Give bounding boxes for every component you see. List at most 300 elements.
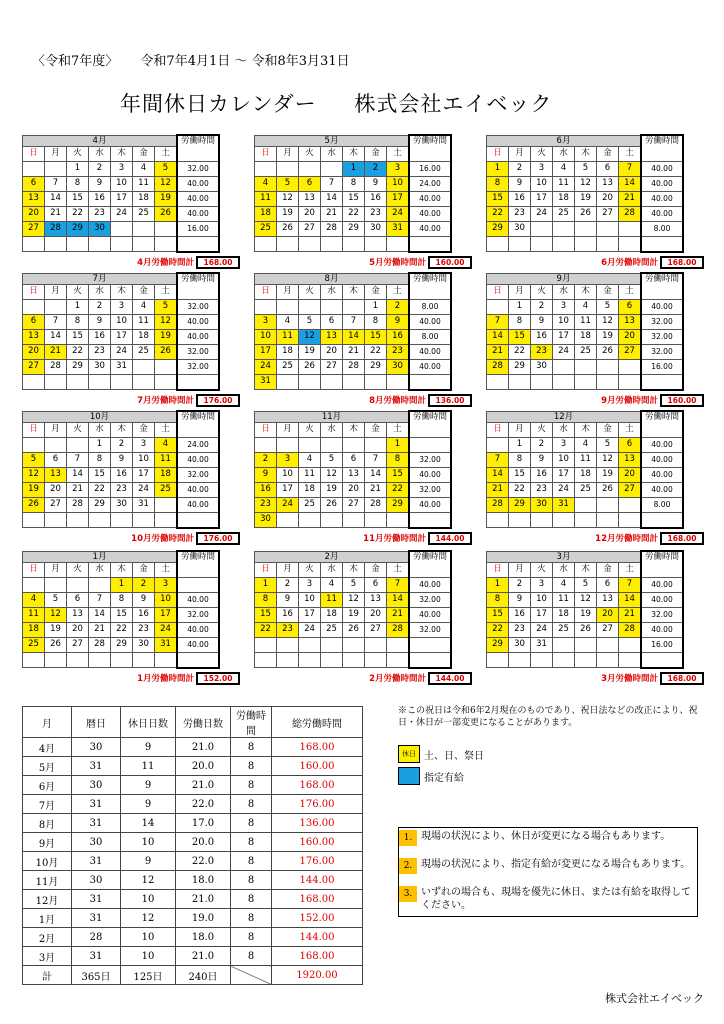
weekday-label: 木 [343, 562, 365, 577]
summary-cell: 30 [72, 833, 121, 852]
day-cell: 21 [487, 482, 509, 497]
day-cell: 9 [89, 314, 111, 329]
month-total-label: 6月労働時間計 [601, 258, 658, 268]
summary-cell: 8月 [23, 814, 72, 833]
empty-cell [111, 512, 133, 528]
summary-cell: 9月 [23, 833, 72, 852]
week-row [23, 374, 220, 390]
day-cell: 4 [321, 577, 343, 592]
day-cell: 10 [277, 467, 299, 482]
notes-box [398, 827, 698, 917]
day-cell: 14 [45, 191, 67, 206]
summary-cell: 176.00 [272, 795, 363, 814]
week-hours [409, 652, 451, 668]
summary-total-cell: 125日 [121, 966, 176, 985]
empty-cell [597, 637, 619, 652]
summary-cell: 21.0 [176, 890, 231, 909]
weekday-label: 木 [575, 562, 597, 577]
day-cell: 17 [299, 607, 321, 622]
empty-cell [553, 374, 575, 390]
week-hours: 40.00 [641, 161, 683, 176]
weekday-label: 木 [343, 146, 365, 161]
day-cell: 19 [321, 482, 343, 497]
summary-cell: 10 [121, 947, 176, 966]
day-cell: 22 [111, 622, 133, 637]
week-hours: 32.00 [177, 359, 219, 374]
day-cell: 4 [575, 437, 597, 452]
day-cell: 23 [531, 344, 553, 359]
day-cell: 26 [155, 206, 178, 221]
week-row [255, 622, 452, 637]
week-hours: 16.00 [177, 221, 219, 236]
day-cell: 1 [67, 299, 89, 314]
day-cell: 5 [597, 299, 619, 314]
weekday-label: 金 [597, 562, 619, 577]
day-cell: 30 [387, 359, 410, 374]
day-cell: 6 [343, 452, 365, 467]
day-cell: 13 [23, 191, 45, 206]
summary-cell: 12 [121, 909, 176, 928]
day-cell: 22 [255, 622, 277, 637]
summary-cell: 8 [231, 871, 272, 890]
month-name-row [23, 135, 220, 146]
day-cell: 24 [553, 344, 575, 359]
day-cell: 11 [255, 191, 277, 206]
day-cell: 14 [321, 191, 343, 206]
weekday-label: 火 [531, 562, 553, 577]
week-hours: 40.00 [409, 467, 451, 482]
weekday-label: 水 [89, 146, 111, 161]
day-cell: 29 [509, 359, 531, 374]
day-cell: 28 [487, 497, 509, 512]
day-cell: 28 [365, 497, 387, 512]
day-cell: 26 [45, 637, 67, 652]
month-total-value: 168.00 [660, 672, 704, 685]
day-cell: 9 [531, 452, 553, 467]
day-cell: 2 [509, 161, 531, 176]
weekday-label: 金 [133, 562, 155, 577]
week-hours: 40.00 [409, 607, 451, 622]
summary-cell: 168.00 [272, 738, 363, 757]
summary-cell: 4月 [23, 738, 72, 757]
week-row [487, 592, 684, 607]
weekday-label: 土 [387, 562, 410, 577]
week-hours: 40.00 [409, 206, 451, 221]
day-cell: 3 [155, 577, 178, 592]
empty-cell [45, 161, 67, 176]
empty-cell [509, 512, 531, 528]
week-hours: 32.00 [177, 161, 219, 176]
day-cell: 22 [365, 344, 387, 359]
weekday-label: 水 [89, 422, 111, 437]
week-hours: 8.00 [409, 299, 451, 314]
month-name-row [255, 551, 452, 562]
hours-header: 労働時間 [177, 411, 219, 437]
day-cell: 12 [23, 467, 45, 482]
day-cell: 10 [111, 314, 133, 329]
day-cell: 14 [67, 467, 89, 482]
day-cell: 11 [155, 452, 178, 467]
holiday-swatch: 休日 [398, 745, 420, 763]
day-cell: 14 [487, 467, 509, 482]
empty-cell [487, 374, 509, 390]
empty-cell [575, 512, 597, 528]
day-cell: 24 [133, 482, 155, 497]
empty-cell [23, 652, 45, 668]
month-total-label: 1月労働時間計 [137, 674, 194, 684]
weekday-label: 水 [89, 562, 111, 577]
day-cell: 5 [155, 161, 178, 176]
day-cell: 30 [89, 221, 111, 236]
week-row [23, 176, 220, 191]
summary-cell: 8 [231, 852, 272, 871]
day-cell: 20 [365, 607, 387, 622]
summary-cell: 31 [72, 890, 121, 909]
day-cell: 12 [155, 314, 178, 329]
weekday-label: 土 [155, 146, 178, 161]
summary-row [23, 833, 363, 852]
hours-header: 労働時間 [177, 273, 219, 299]
day-cell: 20 [299, 206, 321, 221]
weekday-label: 木 [343, 422, 365, 437]
day-cell: 21 [619, 191, 642, 206]
day-cell: 25 [553, 206, 575, 221]
weekday-label: 金 [133, 146, 155, 161]
month-total [137, 672, 240, 685]
empty-cell [255, 236, 277, 252]
day-cell: 4 [133, 161, 155, 176]
day-cell: 28 [89, 637, 111, 652]
day-cell: 13 [365, 592, 387, 607]
day-cell: 6 [619, 299, 642, 314]
weekday-label: 土 [619, 562, 642, 577]
week-row [487, 206, 684, 221]
month-name: 11月 [255, 411, 410, 422]
week-row [255, 577, 452, 592]
day-cell: 1 [509, 437, 531, 452]
week-hours: 40.00 [641, 206, 683, 221]
day-cell: 14 [487, 329, 509, 344]
month-total-label: 3月労働時間計 [601, 674, 658, 684]
empty-cell [23, 577, 45, 592]
empty-cell [553, 359, 575, 374]
day-cell: 26 [575, 206, 597, 221]
summary-cell: 10月 [23, 852, 72, 871]
month-name: 8月 [255, 273, 410, 284]
day-cell: 8 [111, 592, 133, 607]
day-cell: 24 [531, 206, 553, 221]
month-total [601, 256, 704, 269]
weekday-label: 日 [255, 422, 277, 437]
summary-cell: 21.0 [176, 776, 231, 795]
week-row [255, 236, 452, 252]
summary-cell: 31 [72, 947, 121, 966]
weekday-label: 月 [509, 284, 531, 299]
month-total-value: 168.00 [196, 256, 240, 269]
day-cell: 31 [255, 374, 277, 390]
page-title [120, 88, 582, 118]
empty-cell [23, 236, 45, 252]
summary-cell: 31 [72, 757, 121, 776]
day-cell: 18 [575, 329, 597, 344]
day-cell: 18 [553, 607, 575, 622]
week-row [487, 236, 684, 252]
weekday-label: 土 [619, 284, 642, 299]
week-hours: 40.00 [177, 191, 219, 206]
day-cell: 7 [487, 314, 509, 329]
day-cell: 2 [365, 161, 387, 176]
month-total [369, 672, 472, 685]
empty-cell [299, 637, 321, 652]
hours-header: 労働時間 [641, 411, 683, 437]
week-hours: 32.00 [177, 344, 219, 359]
day-cell: 9 [89, 176, 111, 191]
week-hours: 32.00 [409, 622, 451, 637]
day-cell: 16 [89, 329, 111, 344]
empty-cell [619, 374, 642, 390]
month-name-row [255, 411, 452, 422]
legend [398, 746, 484, 790]
day-cell: 17 [255, 344, 277, 359]
weekday-label: 土 [387, 422, 410, 437]
paid-leave-swatch [398, 767, 420, 785]
day-cell: 25 [299, 497, 321, 512]
day-cell: 6 [45, 452, 67, 467]
day-cell: 6 [321, 314, 343, 329]
day-cell: 13 [67, 607, 89, 622]
week-hours [409, 437, 451, 452]
day-cell: 24 [155, 622, 178, 637]
weekday-label: 水 [321, 562, 343, 577]
empty-cell [575, 497, 597, 512]
day-cell: 13 [619, 314, 642, 329]
empty-cell [487, 437, 509, 452]
weekday-label: 金 [133, 422, 155, 437]
day-cell: 27 [619, 482, 642, 497]
empty-cell [575, 637, 597, 652]
weekday-label: 土 [155, 422, 178, 437]
weekday-label: 木 [111, 422, 133, 437]
week-row [487, 437, 684, 452]
day-cell: 17 [553, 467, 575, 482]
weekday-label: 火 [299, 422, 321, 437]
summary-cell: 12 [121, 871, 176, 890]
empty-cell [387, 512, 410, 528]
day-cell: 25 [321, 622, 343, 637]
empty-cell [509, 374, 531, 390]
day-cell: 11 [553, 592, 575, 607]
day-cell: 7 [387, 577, 410, 592]
week-row [255, 652, 452, 668]
day-cell: 21 [45, 344, 67, 359]
day-cell: 4 [277, 314, 299, 329]
empty-cell [597, 359, 619, 374]
day-cell: 23 [387, 344, 410, 359]
day-cell: 28 [343, 359, 365, 374]
day-cell: 11 [299, 467, 321, 482]
day-cell: 5 [575, 577, 597, 592]
weekday-label: 金 [597, 284, 619, 299]
month-total-label: 4月労働時間計 [137, 258, 194, 268]
empty-cell [619, 221, 642, 236]
day-cell: 18 [255, 206, 277, 221]
weekday-label: 木 [343, 284, 365, 299]
day-cell: 10 [387, 176, 410, 191]
weekday-label: 火 [531, 284, 553, 299]
empty-cell [45, 374, 67, 390]
week-hours: 16.00 [409, 161, 451, 176]
week-row [487, 329, 684, 344]
hours-header: 労働時間 [409, 135, 451, 161]
week-row [23, 437, 220, 452]
day-cell: 11 [133, 176, 155, 191]
note-text: いずれの場合も、現場を優先に休日、または有給を取得してください。 [421, 887, 691, 911]
day-cell: 26 [597, 482, 619, 497]
summary-total-cell: 1920.00 [272, 966, 363, 985]
day-cell: 8 [365, 314, 387, 329]
calendar-title: 年間休日カレンダー [120, 92, 317, 116]
summary-row [23, 738, 363, 757]
weekday-label: 水 [553, 146, 575, 161]
week-row [255, 359, 452, 374]
summary-cell: 168.00 [272, 890, 363, 909]
weekday-label: 金 [365, 146, 387, 161]
week-hours [641, 512, 683, 528]
empty-cell [343, 236, 365, 252]
day-cell: 27 [23, 221, 45, 236]
day-cell: 10 [133, 452, 155, 467]
week-row [23, 577, 220, 592]
day-cell: 3 [111, 161, 133, 176]
empty-cell [111, 236, 133, 252]
summary-cell: 21.0 [176, 947, 231, 966]
month-calendar [486, 272, 704, 406]
weekday-label: 月 [509, 562, 531, 577]
day-cell: 31 [553, 497, 575, 512]
day-cell: 25 [133, 206, 155, 221]
empty-cell [487, 299, 509, 314]
week-row [487, 652, 684, 668]
day-cell: 7 [89, 592, 111, 607]
day-cell: 18 [299, 482, 321, 497]
month-total-label: 11月労働時間計 [363, 534, 426, 544]
weekday-label: 日 [23, 146, 45, 161]
month-name-row [255, 273, 452, 284]
summary-cell: 8 [231, 738, 272, 757]
month-calendar [254, 550, 472, 684]
day-cell: 15 [487, 191, 509, 206]
day-cell: 21 [321, 206, 343, 221]
empty-cell [133, 652, 155, 668]
week-hours: 40.00 [177, 206, 219, 221]
summary-total-cell [231, 966, 272, 985]
empty-cell [67, 374, 89, 390]
summary-cell: 8 [231, 757, 272, 776]
day-cell: 27 [597, 206, 619, 221]
month-name: 9月 [487, 273, 642, 284]
summary-row [23, 852, 363, 871]
month-name-row [23, 273, 220, 284]
week-hours: 8.00 [409, 329, 451, 344]
empty-cell [133, 512, 155, 528]
summary-cell: 31 [72, 909, 121, 928]
day-cell: 18 [553, 191, 575, 206]
week-hours: 32.00 [409, 482, 451, 497]
weekday-label: 土 [619, 422, 642, 437]
day-cell: 21 [487, 344, 509, 359]
summary-cell: 144.00 [272, 928, 363, 947]
week-row [487, 622, 684, 637]
day-cell: 20 [67, 622, 89, 637]
weekday-label: 火 [299, 146, 321, 161]
day-cell: 12 [277, 191, 299, 206]
month-name-row [23, 411, 220, 422]
week-row [23, 221, 220, 236]
day-cell: 10 [299, 592, 321, 607]
empty-cell [321, 637, 343, 652]
week-row [487, 314, 684, 329]
month-calendar [22, 134, 240, 268]
month-total [369, 256, 472, 269]
legend-item [398, 768, 484, 784]
weekday-label: 木 [575, 422, 597, 437]
month-total-value: 176.00 [196, 394, 240, 407]
summary-cell: 20.0 [176, 757, 231, 776]
week-row [23, 206, 220, 221]
summary-cell: 10 [121, 890, 176, 909]
weekday-label: 日 [487, 146, 509, 161]
month-name-row [255, 135, 452, 146]
empty-cell [23, 374, 45, 390]
day-cell: 20 [597, 191, 619, 206]
weekday-label: 木 [111, 146, 133, 161]
day-cell: 27 [67, 637, 89, 652]
day-cell: 7 [45, 176, 67, 191]
empty-cell [299, 437, 321, 452]
month-name: 4月 [23, 135, 178, 146]
empty-cell [619, 359, 642, 374]
day-cell: 16 [387, 329, 410, 344]
hours-header: 労働時間 [409, 411, 451, 437]
empty-cell [597, 221, 619, 236]
day-cell: 12 [597, 452, 619, 467]
day-cell: 25 [575, 344, 597, 359]
day-cell: 29 [89, 497, 111, 512]
week-hours [409, 637, 451, 652]
week-row [487, 497, 684, 512]
week-row [23, 607, 220, 622]
empty-cell [155, 512, 178, 528]
week-row [23, 497, 220, 512]
weekday-label: 土 [155, 562, 178, 577]
month-total-label: 2月労働時間計 [369, 674, 426, 684]
weekday-label: 金 [365, 422, 387, 437]
empty-cell [277, 161, 299, 176]
legend-item [398, 746, 484, 762]
day-cell: 30 [531, 497, 553, 512]
empty-cell [509, 236, 531, 252]
week-hours: 40.00 [177, 592, 219, 607]
empty-cell [23, 299, 45, 314]
hours-header: 労働時間 [409, 273, 451, 299]
month-name-row [487, 551, 684, 562]
month-name: 10月 [23, 411, 178, 422]
month-name: 1月 [23, 551, 178, 562]
empty-cell [365, 236, 387, 252]
day-cell: 17 [531, 191, 553, 206]
summary-cell: 9 [121, 795, 176, 814]
day-cell: 29 [387, 497, 410, 512]
